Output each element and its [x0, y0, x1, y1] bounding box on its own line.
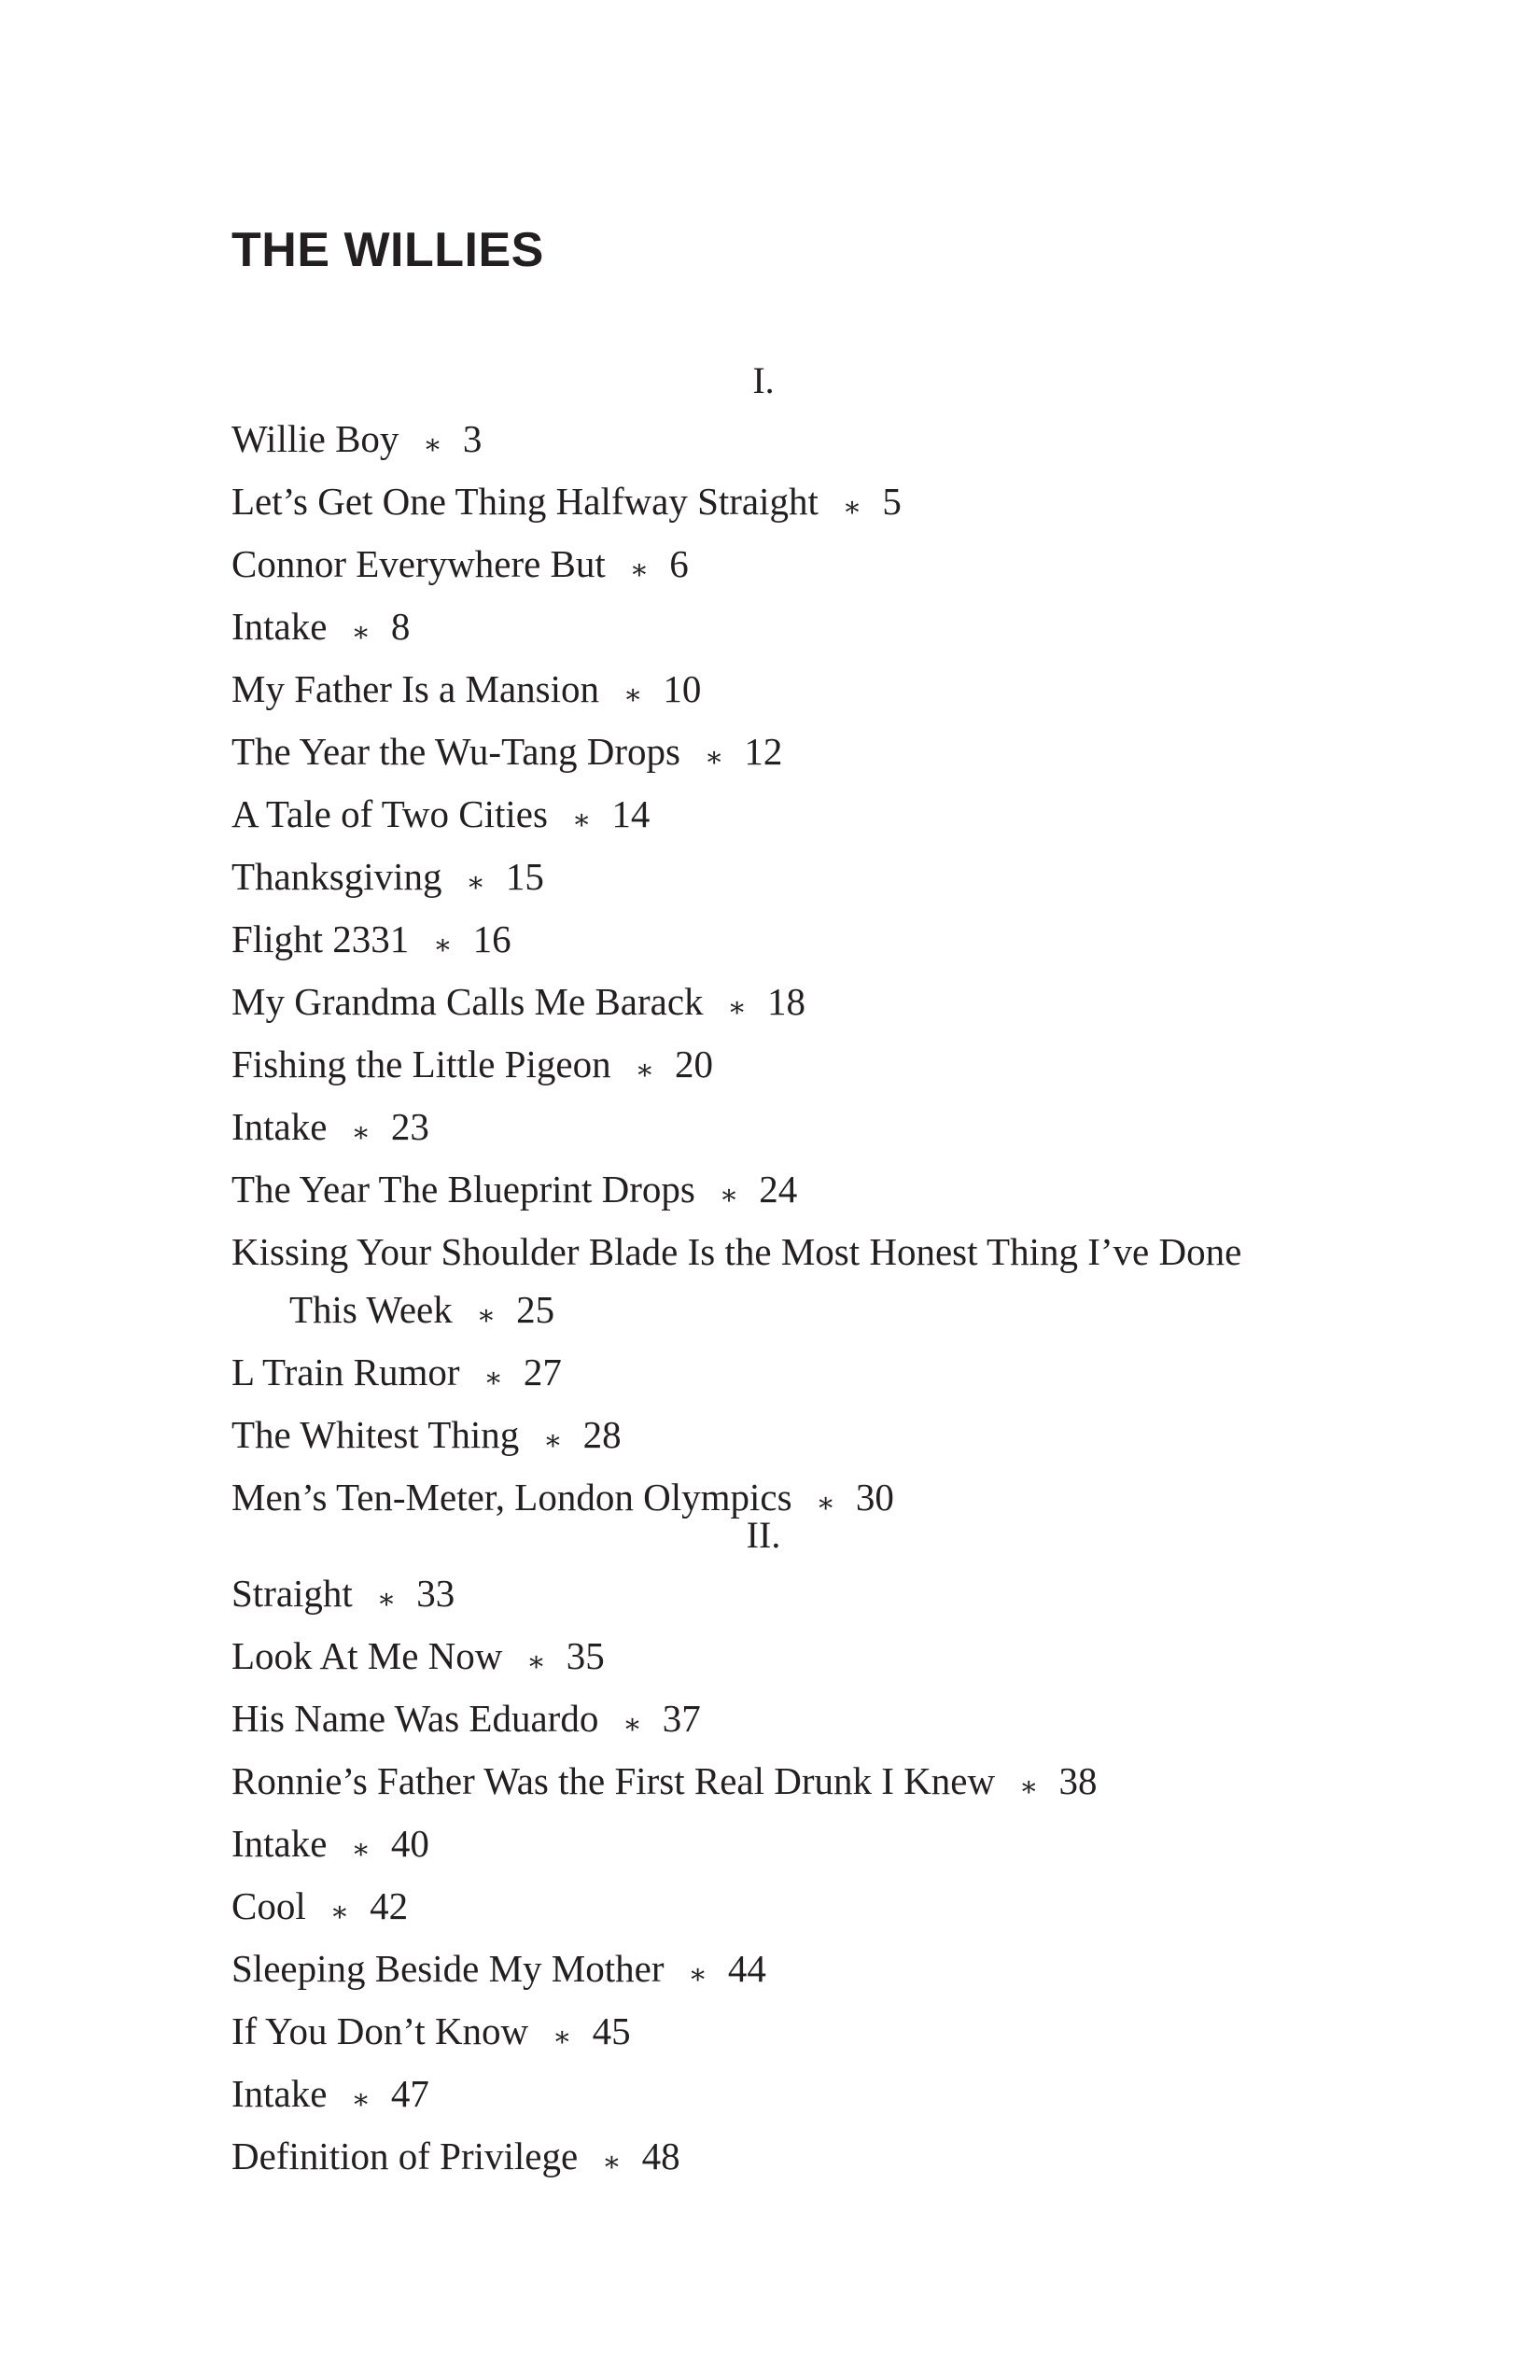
toc-entry	[231, 1406, 1305, 1468]
toc-entry-list	[231, 1564, 1305, 2190]
toc-entry	[231, 597, 1305, 660]
entry-title: Intake	[231, 605, 328, 648]
entry-title: My Father Is a Mansion	[231, 667, 600, 710]
asterisk-separator-icon: ∗	[483, 1363, 503, 1393]
entry-page-number: 25	[516, 1288, 555, 1331]
asterisk-separator-icon: ∗	[423, 429, 442, 460]
entry-page-number: 6	[669, 542, 689, 585]
asterisk-separator-icon: ∗	[1019, 1771, 1039, 1802]
toc-entry	[231, 535, 1305, 597]
asterisk-separator-icon: ∗	[351, 1834, 371, 1865]
entry-title: Definition of Privilege	[231, 2135, 579, 2177]
entry-title: Kissing Your Shoulder Blade Is the Most Honest Thing I’ve Done This Week	[231, 1230, 1242, 1331]
entry-title: Flight 2331	[231, 917, 410, 960]
entry-page-number: 14	[611, 792, 651, 835]
asterisk-separator-icon: ∗	[553, 2022, 572, 2052]
asterisk-separator-icon: ∗	[635, 1055, 654, 1085]
toc-entry	[231, 1223, 1305, 1343]
entry-page-number: 27	[523, 1351, 562, 1393]
asterisk-separator-icon: ∗	[433, 930, 453, 960]
toc-entry	[231, 722, 1305, 785]
entry-page-number: 48	[641, 2135, 680, 2177]
toc-entry	[231, 1877, 1305, 1939]
entry-title: Sleeping Beside My Mother	[231, 1947, 665, 1990]
entry-page-number: 38	[1058, 1759, 1098, 1802]
entry-page-number: 10	[663, 667, 702, 710]
toc-entry	[231, 410, 1305, 472]
asterisk-separator-icon: ∗	[719, 1180, 739, 1211]
asterisk-separator-icon: ∗	[351, 2084, 371, 2115]
toc-entry	[231, 847, 1305, 910]
entry-page-number: 42	[370, 1884, 409, 1927]
section-heading: I.	[752, 359, 775, 401]
entry-page-number: 37	[662, 1697, 701, 1740]
entry-title: My Grandma Calls Me Barack	[231, 980, 704, 1023]
toc-entry	[231, 973, 1305, 1035]
entry-page-number: 45	[592, 2009, 631, 2052]
toc-entry	[231, 1814, 1305, 1877]
book-title: THE WILLIES	[231, 223, 544, 277]
asterisk-separator-icon: ∗	[476, 1300, 497, 1331]
entry-page-number: 18	[766, 980, 805, 1023]
toc-section-1	[231, 352, 1305, 1531]
toc-page	[231, 0, 1370, 2380]
asterisk-separator-icon: ∗	[842, 492, 862, 523]
entry-page-number: 24	[759, 1168, 798, 1211]
entry-title: Thanksgiving	[231, 855, 442, 898]
asterisk-separator-icon: ∗	[727, 992, 747, 1023]
asterisk-separator-icon: ∗	[571, 805, 592, 835]
toc-entry-list	[231, 410, 1305, 1531]
toc-entry	[231, 2002, 1305, 2065]
entry-title: Look At Me Now	[231, 1634, 503, 1677]
entry-title: Ronnie’s Father Was the First Real Drunk I Knew	[231, 1759, 996, 1802]
entry-title: His Name Was Eduardo	[231, 1697, 599, 1740]
entry-page-number: 20	[674, 1043, 713, 1085]
entry-page-number: 8	[390, 605, 411, 648]
asterisk-separator-icon: ∗	[543, 1425, 563, 1456]
asterisk-separator-icon: ∗	[629, 554, 650, 585]
entry-title: Intake	[231, 2072, 328, 2115]
entry-title: Cool	[231, 1884, 306, 1927]
toc-entry	[231, 1098, 1305, 1160]
asterisk-separator-icon: ∗	[351, 617, 371, 648]
entry-page-number: 23	[390, 1105, 429, 1148]
section-heading: II.	[746, 1514, 781, 1556]
toc-entry	[231, 910, 1305, 973]
entry-page-number: 44	[727, 1947, 766, 1990]
entry-page-number: 15	[505, 855, 544, 898]
entry-title: L Train Rumor	[231, 1351, 460, 1393]
toc-entry	[231, 660, 1305, 722]
entry-page-number: 40	[390, 1822, 429, 1865]
asterisk-separator-icon: ∗	[623, 679, 643, 710]
entry-title: Connor Everywhere But	[231, 542, 606, 585]
asterisk-separator-icon: ∗	[816, 1488, 835, 1519]
entry-title: The Year the Wu-Tang Drops	[231, 730, 680, 773]
entry-title: The Whitest Thing	[231, 1413, 520, 1456]
toc-entry	[231, 1343, 1305, 1406]
entry-title: A Tale of Two Cities	[231, 792, 548, 835]
entry-page-number: 16	[472, 917, 511, 960]
toc-entry	[231, 472, 1305, 535]
asterisk-separator-icon: ∗	[466, 867, 485, 898]
entry-title: Willie Boy	[231, 417, 399, 460]
toc-entry	[231, 1564, 1305, 1627]
toc-entry	[231, 1160, 1305, 1223]
asterisk-separator-icon: ∗	[376, 1584, 397, 1615]
asterisk-separator-icon: ∗	[526, 1646, 546, 1677]
entry-page-number: 33	[416, 1572, 455, 1615]
toc-entry	[231, 785, 1305, 847]
entry-title: Fishing the Little Pigeon	[231, 1043, 611, 1085]
entry-title: Men’s Ten-Meter, London Olympics	[231, 1476, 792, 1519]
entry-page-number: 28	[582, 1413, 622, 1456]
asterisk-separator-icon: ∗	[602, 2147, 622, 2177]
toc-entry	[231, 1689, 1305, 1752]
entry-title: If You Don’t Know	[231, 2009, 529, 2052]
entry-title: The Year The Blueprint Drops	[231, 1168, 695, 1211]
entry-page-number: 3	[462, 417, 483, 460]
entry-page-number: 5	[882, 480, 902, 523]
asterisk-separator-icon: ∗	[351, 1117, 371, 1148]
entry-page-number: 35	[566, 1634, 605, 1677]
asterisk-separator-icon: ∗	[688, 1959, 707, 1990]
entry-page-number: 30	[855, 1476, 894, 1519]
toc-entry	[231, 1627, 1305, 1689]
toc-entry	[231, 1035, 1305, 1098]
asterisk-separator-icon: ∗	[704, 742, 724, 773]
toc-entry	[231, 2127, 1305, 2190]
entry-title: Let’s Get One Thing Halfway Straight	[231, 480, 819, 523]
toc-entry	[231, 2065, 1305, 2127]
asterisk-separator-icon: ∗	[623, 1709, 642, 1740]
asterisk-separator-icon: ∗	[329, 1897, 350, 1927]
entry-title: Intake	[231, 1822, 328, 1865]
entry-title: Intake	[231, 1105, 328, 1148]
toc-section-2	[231, 1506, 1305, 2190]
toc-entry	[231, 1752, 1305, 1814]
entry-title: Straight	[231, 1572, 353, 1615]
entry-page-number: 12	[744, 730, 783, 773]
toc-entry	[231, 1939, 1305, 2002]
entry-page-number: 47	[390, 2072, 429, 2115]
